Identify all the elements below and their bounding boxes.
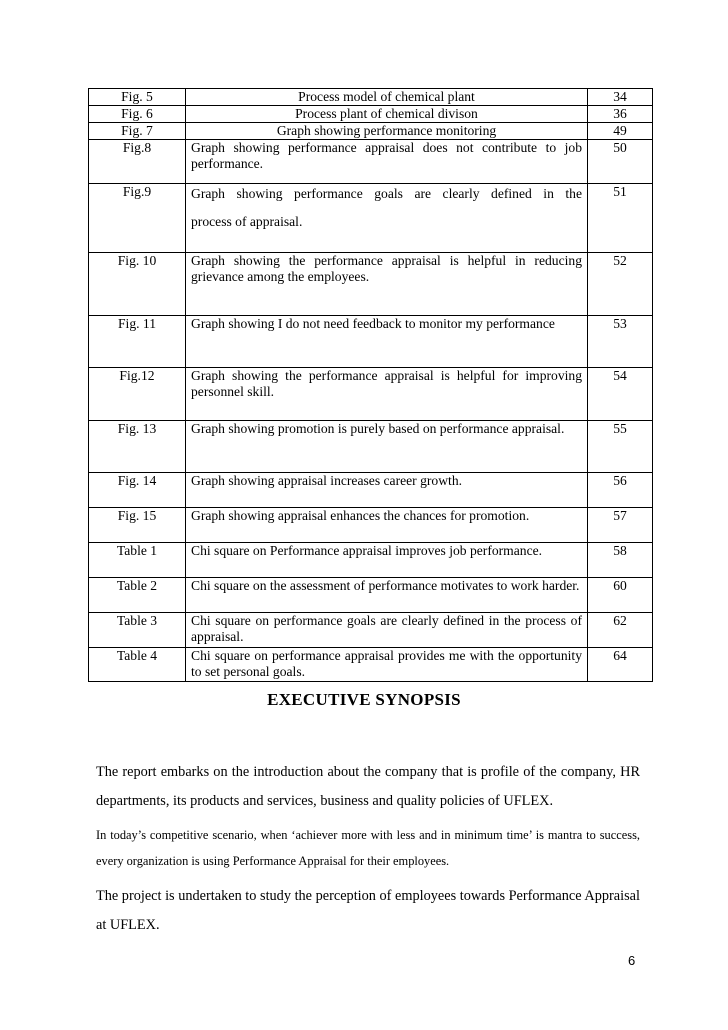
- figure-label: Fig. 14: [89, 473, 186, 508]
- table-row: [89, 473, 653, 508]
- list-of-figures-table: [88, 88, 653, 682]
- figure-page: 56: [588, 473, 653, 508]
- figure-title: Graph showing the performance appraisal is helpful for improving personnel skill.: [186, 368, 588, 421]
- table-row: [89, 508, 653, 543]
- figure-page: 50: [588, 140, 653, 184]
- figure-page: 57: [588, 508, 653, 543]
- table-row: [89, 184, 653, 253]
- figure-page: 52: [588, 253, 653, 316]
- table-row: [89, 421, 653, 473]
- figure-title: Chi square on performance goals are clearly defined in the process of appraisal.: [186, 613, 588, 648]
- figure-label: Table 4: [89, 648, 186, 682]
- synopsis-paragraph: The report embarks on the introduction about the company that is profile of the company, HR departments, its products and services, business and quality policies of UFLEX.: [96, 764, 640, 809]
- table-row: [89, 368, 653, 421]
- table-row: [89, 253, 653, 316]
- figure-label: Fig. 5: [89, 89, 186, 106]
- figure-label: Fig. 13: [89, 421, 186, 473]
- table-row: [89, 89, 653, 106]
- table-row: [89, 316, 653, 368]
- figure-title: Graph showing the performance appraisal is helpful in reducing grievance among the employees.: [186, 253, 588, 316]
- figure-label: Table 3: [89, 613, 186, 648]
- figure-page: 34: [588, 89, 653, 106]
- section-heading: EXECUTIVE SYNOPSIS: [267, 690, 461, 709]
- figure-title: Process model of chemical plant: [186, 89, 588, 106]
- table-row: [89, 543, 653, 578]
- figure-page: 51: [588, 184, 653, 253]
- figure-label: Table 2: [89, 578, 186, 613]
- figure-title: Graph showing appraisal enhances the chances for promotion.: [186, 508, 588, 543]
- figure-page: 60: [588, 578, 653, 613]
- table-row: [89, 578, 653, 613]
- figure-label: Fig.8: [89, 140, 186, 184]
- figure-page: 55: [588, 421, 653, 473]
- figure-page: 36: [588, 106, 653, 123]
- synopsis-paragraph: The project is undertaken to study the perception of employees towards Performance Appraisal at UFLEX.: [96, 888, 640, 933]
- figure-page: 58: [588, 543, 653, 578]
- figure-label: Fig. 7: [89, 123, 186, 140]
- page-number: 6: [628, 953, 636, 968]
- figure-label: Fig. 11: [89, 316, 186, 368]
- figure-title: Chi square on performance appraisal provides me with the opportunity to set personal goals.: [186, 648, 588, 682]
- synopsis-paragraph: In today’s competitive scenario, when ‘achiever more with less and in minimum time’ is mantra to success, every organization is using Performance Appraisal for their employees.: [96, 828, 640, 868]
- table-row: [89, 140, 653, 184]
- figure-title: Chi square on Performance appraisal improves job performance.: [186, 543, 588, 578]
- figure-title-line: Graph showing performance goals are clearly defined in the: [191, 186, 582, 201]
- figure-label: Fig.9: [89, 184, 186, 253]
- figure-page: 54: [588, 368, 653, 421]
- figure-title: Graph showing performance monitoring: [186, 123, 588, 140]
- figure-label: Fig.12: [89, 368, 186, 421]
- figure-page: 49: [588, 123, 653, 140]
- figure-label: Fig. 15: [89, 508, 186, 543]
- figure-title: Graph showing performance appraisal does not contribute to job performance.: [186, 140, 588, 184]
- table-row: [89, 123, 653, 140]
- figure-label: Table 1: [89, 543, 186, 578]
- figure-title: [186, 184, 588, 253]
- figure-title: Graph showing promotion is purely based on performance appraisal.: [186, 421, 588, 473]
- figure-label: Fig. 6: [89, 106, 186, 123]
- table-row: [89, 648, 653, 682]
- figure-title-line: process of appraisal.: [191, 214, 303, 229]
- table-row: [89, 613, 653, 648]
- figure-page: 62: [588, 613, 653, 648]
- figure-page: 64: [588, 648, 653, 682]
- figure-label: Fig. 10: [89, 253, 186, 316]
- figure-title: Chi square on the assessment of performance motivates to work harder.: [186, 578, 588, 613]
- figure-title: Process plant of chemical divison: [186, 106, 588, 123]
- table-row: [89, 106, 653, 123]
- figure-title: Graph showing I do not need feedback to monitor my performance: [186, 316, 588, 368]
- figure-title: Graph showing appraisal increases career growth.: [186, 473, 588, 508]
- figure-page: 53: [588, 316, 653, 368]
